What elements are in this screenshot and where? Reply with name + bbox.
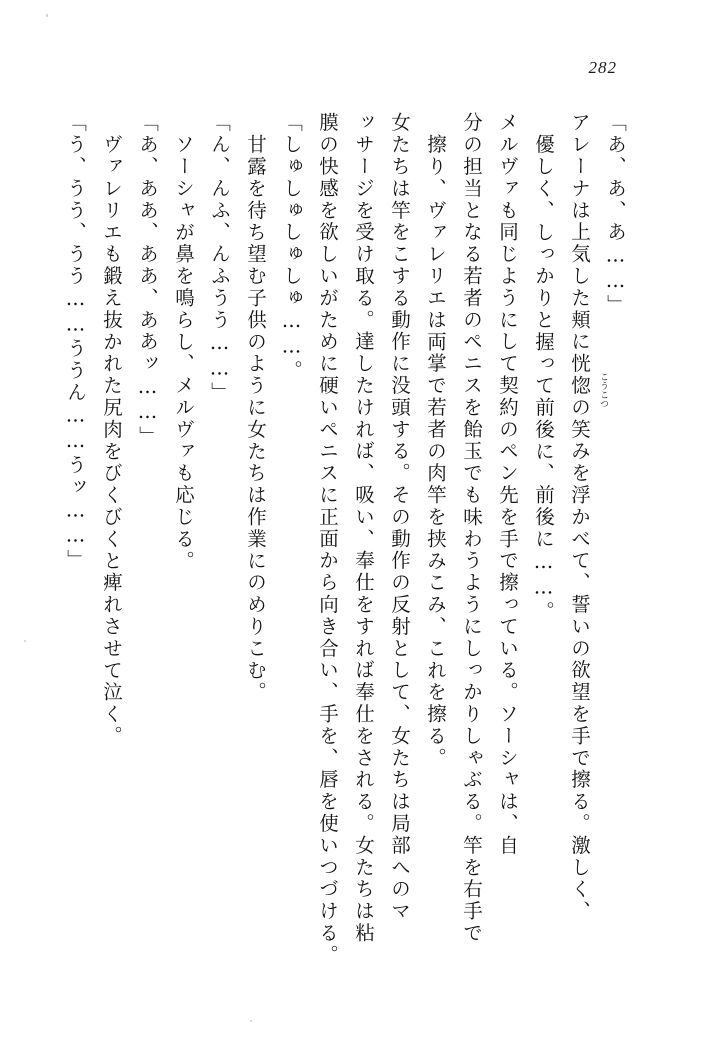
text-column: 「あ、ああ、ああ、ああッ……」	[136, 112, 159, 448]
text-column: アレーナは上気した頬に恍惚の笑みを浮かべて、誓いの欲望を手で擦る。激しく、	[568, 112, 591, 923]
text-column: 分の担当となる若者のペニスを飴玉でも味わうようにしっかりしゃぶる。竿を右手で	[460, 112, 483, 945]
text-column: 優しく、しっかりと握って前後に、前後に……。	[532, 134, 555, 623]
text-column: 女たちは竿をこする動作に没頭する。その動作の反射として、女たちは局部へのマ	[388, 112, 411, 923]
text-column: 甘露を待ち望む子供のように女たちは作業にのめりこむ。	[244, 134, 267, 704]
scan-speckle	[24, 640, 26, 642]
text-column: 「う、うう、うう……ううん……うッ……」	[64, 112, 87, 571]
page-number: 282	[588, 58, 617, 77]
text-column: メルヴァも同じようにして契約のペン先を手で擦っている。ソーシャは、自	[496, 112, 519, 857]
text-column: 「ん、んふ、んふうう……」	[208, 112, 231, 404]
text-column: 「しゅしゅしゅしゅ……。	[280, 112, 303, 382]
scan-speckle	[46, 14, 48, 17]
text-column: 膜の快感を欲しいがために硬いペニスに正面から向き合い、手を、唇を使いつづける。	[316, 112, 339, 967]
text-column: ヴァレリエも鍛え抜かれた尻肉をびくびくと痺れさせて泣く。	[100, 134, 123, 748]
vertical-text-block	[62, 112, 625, 992]
text-column: 「あ、あ、あ……」	[604, 112, 627, 317]
text-column: 擦り、ヴァレリエは両掌で若者の肉竿を挟みこみ、これを擦る。	[424, 134, 447, 770]
text-column: ソーシャが鼻を鳴らし、メルヴァも応じる。	[172, 134, 195, 572]
ruby-gloss-koukotsu: こうこつ	[598, 372, 608, 408]
scan-speckle	[250, 1020, 252, 1022]
text-column: ッサージを受け取る。達したければ、吸い、奉仕をすれば奉仕をされる。女たちは粘	[352, 112, 375, 945]
